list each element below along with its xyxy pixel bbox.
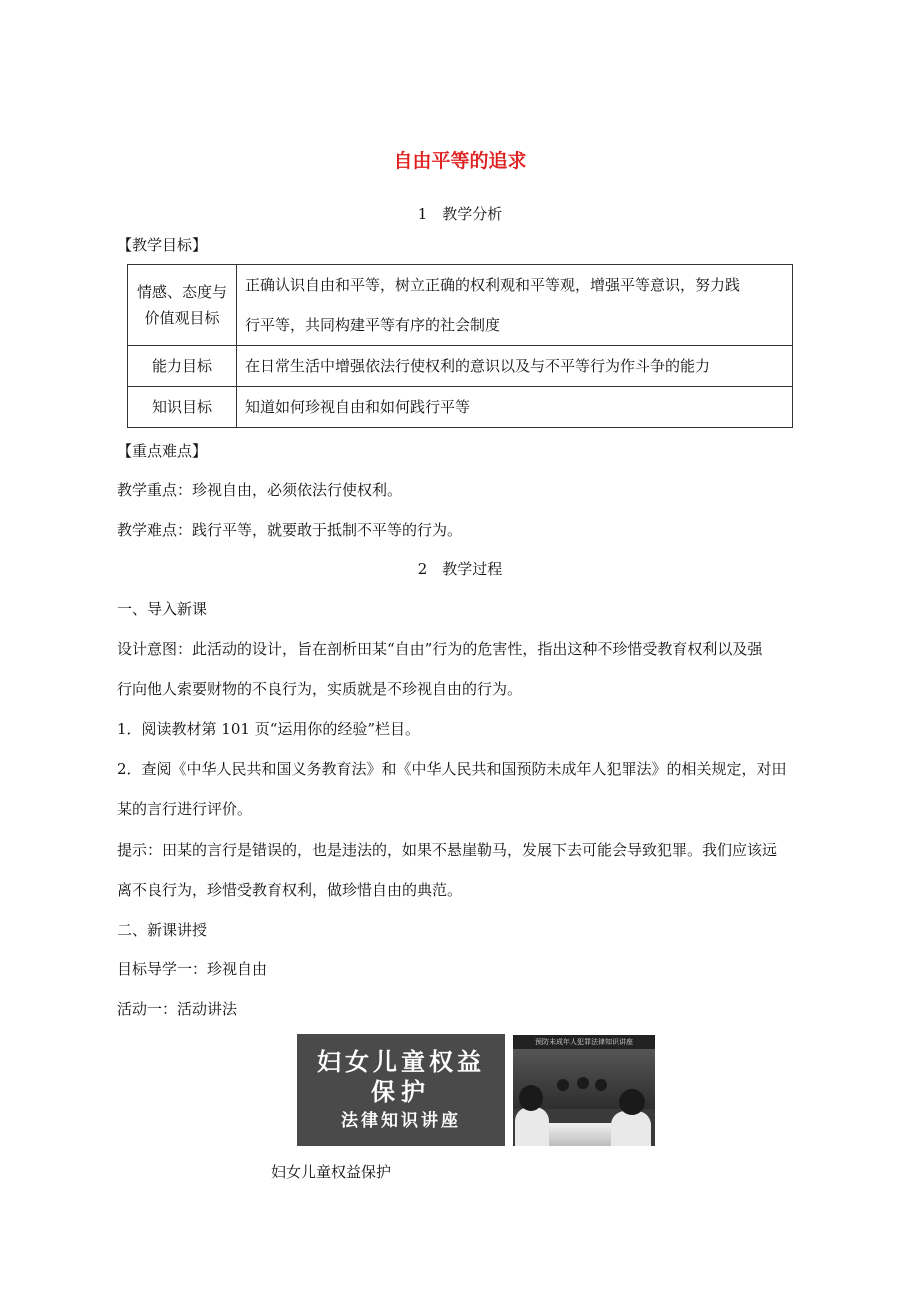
design-intent-line: 行向他人索要财物的不良行为，实质就是不珍视自由的行为。 — [117, 680, 523, 698]
audience-head — [595, 1079, 607, 1091]
audience-head — [557, 1079, 569, 1091]
goal-key-line: 价值观目标 — [144, 309, 220, 327]
goal-key-cell: 知识目标 — [128, 387, 237, 428]
goal-key-line: 情感、态度与 — [136, 283, 227, 301]
table-row — [128, 387, 793, 428]
teaching-goals-heading: 【教学目标】 — [117, 236, 208, 254]
activity-text: 活动一：活动讲法 — [117, 1000, 238, 1018]
image-caption: 妇女儿童权益保护 — [271, 1163, 392, 1181]
photo-banner: 预防未成年人犯罪法律知识讲座 — [513, 1035, 655, 1049]
hint-line: 离不良行为，珍惜受教育权利，做珍惜自由的典范。 — [117, 881, 463, 899]
document-title: 自由平等的追求 — [393, 150, 527, 172]
goal-value-cell: 知道如何珍视自由和如何践行平等 — [237, 387, 793, 428]
hint-line: 提示：田某的言行是错误的，也是违法的，如果不悬崖勒马，发展下去可能会导致犯罪。我们应该远 — [117, 841, 778, 859]
audience-head — [619, 1089, 645, 1115]
goal-key-cell: 能力目标 — [128, 346, 237, 387]
part-heading-new-lesson: 二、新课讲授 — [117, 921, 208, 939]
step-2-line: 某的言行进行评价。 — [117, 800, 253, 818]
table-row — [128, 346, 793, 387]
goal-value-line: 行平等，共同构建平等有序的社会制度 — [245, 316, 501, 334]
design-intent-line: 设计意图：此活动的设计，旨在剖析田某“自由”行为的危害性，指出这种不珍惜受教育权利以及强 — [117, 640, 763, 658]
audience-head — [519, 1085, 543, 1111]
lecture-poster-image — [297, 1034, 505, 1146]
goal-key-cell — [128, 265, 237, 346]
goal-guide-text: 目标导学一：珍视自由 — [117, 960, 268, 978]
photo-desk — [549, 1123, 611, 1146]
step-1-text: 1．阅读教材第 101 页“运用你的经验”栏目。 — [117, 720, 421, 738]
key-points-heading: 【重点难点】 — [117, 442, 208, 460]
audience-shirt — [515, 1107, 549, 1146]
step-2-line: 2．查阅《中华人民共和国义务教育法》和《中华人民共和国预防未成年人犯罪法》的相关规定，对田 — [117, 760, 787, 778]
goal-value-cell: 在日常生活中增强依法行使权利的意识以及与不平等行为作斗争的能力 — [237, 346, 793, 387]
audience-head — [577, 1077, 589, 1089]
goal-value-line: 正确认识自由和平等，树立正确的权利观和平等观，增强平等意识，努力践 — [245, 276, 741, 294]
goals-table — [127, 264, 793, 428]
difficult-point-text: 教学难点：践行平等，就要敢于抵制不平等的行为。 — [117, 521, 463, 539]
goal-value-cell — [237, 265, 793, 346]
poster-line: 保护 — [371, 1078, 431, 1106]
audience-shirt — [611, 1111, 651, 1146]
lecture-photo-image — [513, 1035, 655, 1146]
key-point-text: 教学重点：珍视自由，必须依法行使权利。 — [117, 481, 403, 499]
section-heading-analysis: 1 教学分析 — [417, 205, 503, 223]
section-heading-process: 2 教学过程 — [417, 560, 503, 578]
poster-line: 法律知识讲座 — [341, 1111, 461, 1131]
poster-line: 妇女儿童权益 — [317, 1048, 485, 1076]
table-row — [128, 265, 793, 346]
part-heading-intro: 一、导入新课 — [117, 600, 208, 618]
